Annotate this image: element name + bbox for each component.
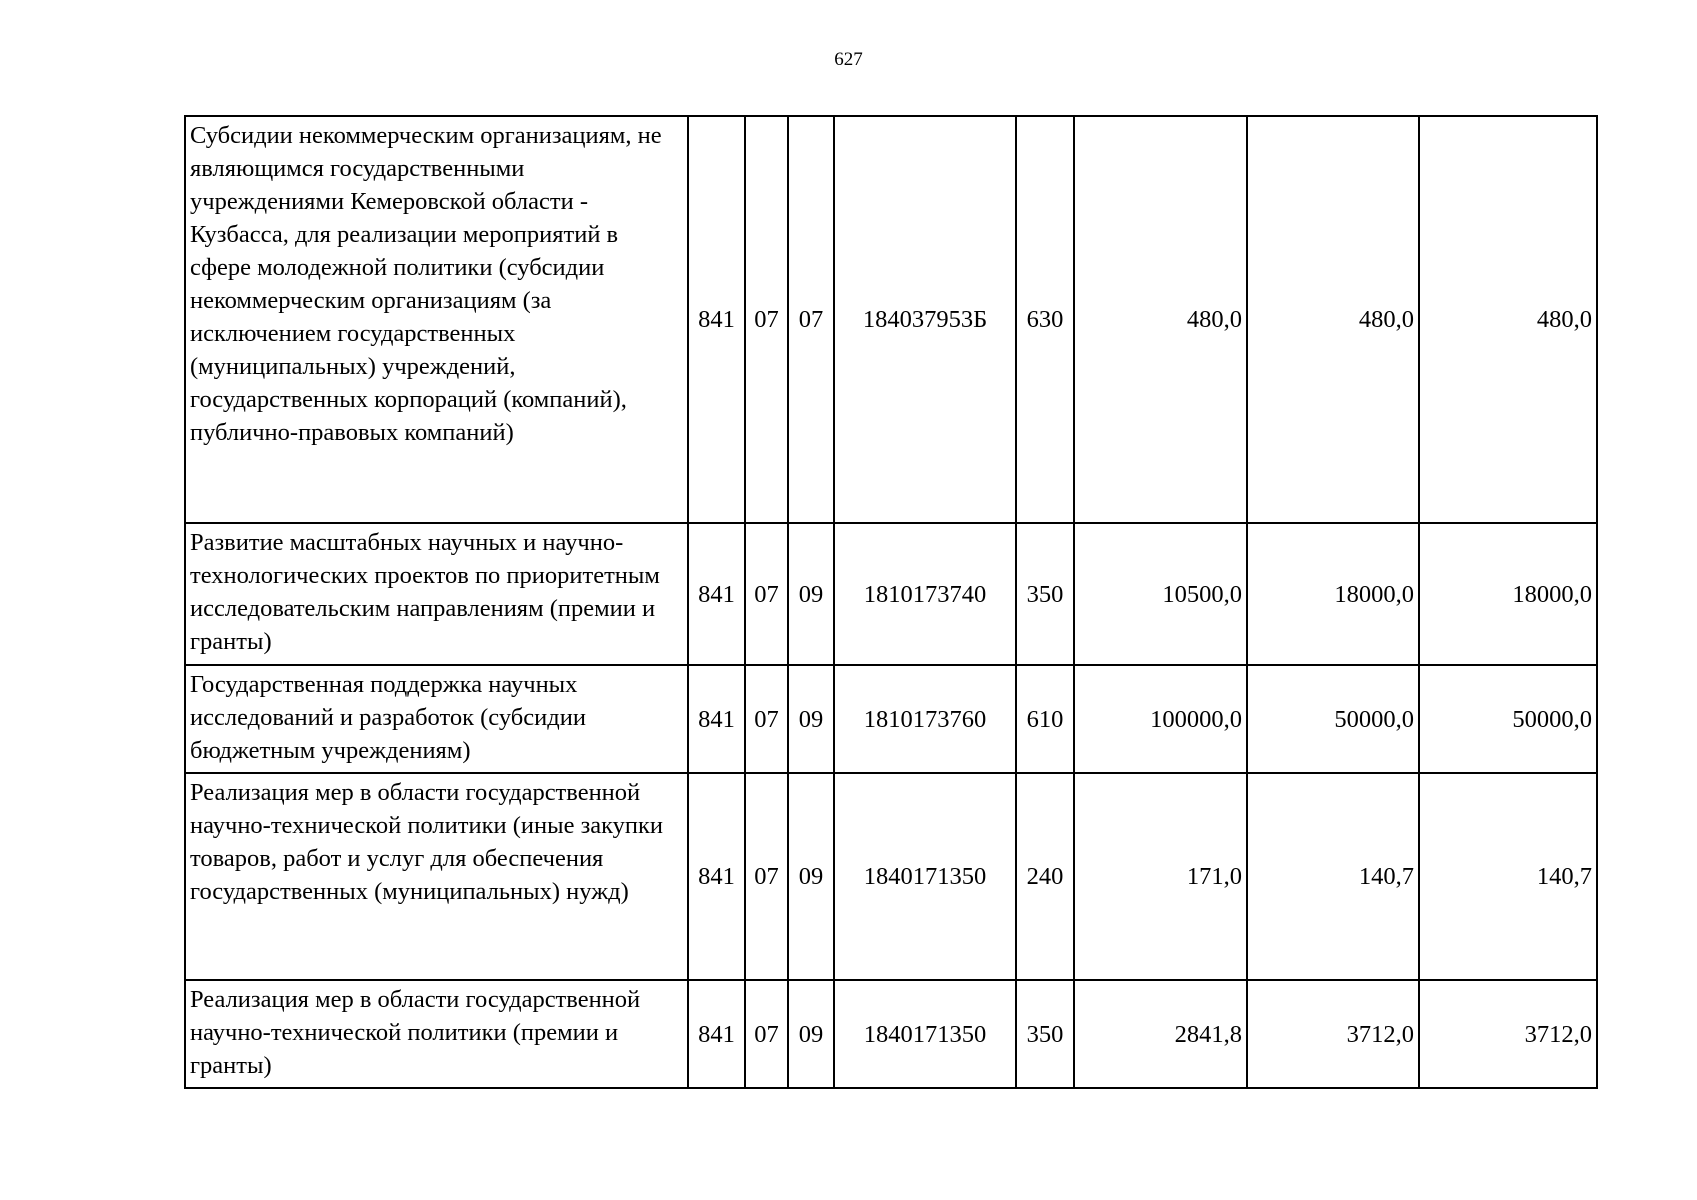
sum-3-cell: 140,7: [1419, 773, 1597, 980]
expense-type-cell: 350: [1016, 980, 1074, 1088]
sum-1-cell: 100000,0: [1074, 665, 1247, 773]
table-row: [185, 665, 1597, 773]
table-row: [185, 980, 1597, 1088]
page-number: 627: [834, 49, 863, 70]
ministry-code-cell: 841: [688, 773, 745, 980]
sum-2-cell: 480,0: [1247, 116, 1419, 523]
sum-2-cell: 3712,0: [1247, 980, 1419, 1088]
target-article-cell: 184037953Б: [834, 116, 1016, 523]
sum-3-cell: 50000,0: [1419, 665, 1597, 773]
row-name-cell: Развитие масштабных научных и научно-технологических проектов по приоритетным исследовательским направлениям (премии и гранты): [185, 523, 688, 665]
sum-3-cell: 3712,0: [1419, 980, 1597, 1088]
target-article-cell: 1810173760: [834, 665, 1016, 773]
target-article-cell: 1840171350: [834, 980, 1016, 1088]
table-row: [185, 116, 1597, 523]
table-row: [185, 773, 1597, 980]
subsection-code-cell: 09: [788, 523, 834, 665]
row-name-cell: Реализация мер в области государственной научно-технической политики (премии и гранты): [185, 980, 688, 1088]
sum-1-cell: 2841,8: [1074, 980, 1247, 1088]
sum-1-cell: 171,0: [1074, 773, 1247, 980]
expense-type-cell: 240: [1016, 773, 1074, 980]
section-code-cell: 07: [745, 523, 788, 665]
ministry-code-cell: 841: [688, 980, 745, 1088]
sum-3-cell: 18000,0: [1419, 523, 1597, 665]
subsection-code-cell: 07: [788, 116, 834, 523]
target-article-cell: 1840171350: [834, 773, 1016, 980]
ministry-code-cell: 841: [688, 116, 745, 523]
expense-type-cell: 630: [1016, 116, 1074, 523]
sum-2-cell: 18000,0: [1247, 523, 1419, 665]
sum-2-cell: 140,7: [1247, 773, 1419, 980]
subsection-code-cell: 09: [788, 665, 834, 773]
row-name-cell: Реализация мер в области государственной научно-технической политики (иные закупки товаров, работ и услуг для обеспечения государственных (муниципальных) нужд): [185, 773, 688, 980]
row-name-cell: Субсидии некоммерческим организациям, не являющимся государственными учреждениями Кемеровской области - Кузбасса, для реализации мероприятий в сфере молодежной политики (субсидии некоммерческим организациям (за исключением государственных (муниципальных) учреждений, государственных корпораций (компаний), публично-правовых компаний): [185, 116, 688, 523]
target-article-cell: 1810173740: [834, 523, 1016, 665]
table-row: [185, 523, 1597, 665]
expense-type-cell: 610: [1016, 665, 1074, 773]
ministry-code-cell: 841: [688, 665, 745, 773]
row-name-cell: Государственная поддержка научных исследований и разработок (субсидии бюджетным учреждениям): [185, 665, 688, 773]
sum-3-cell: 480,0: [1419, 116, 1597, 523]
sum-1-cell: 10500,0: [1074, 523, 1247, 665]
subsection-code-cell: 09: [788, 980, 834, 1088]
section-code-cell: 07: [745, 980, 788, 1088]
section-code-cell: 07: [745, 116, 788, 523]
budget-table: [184, 115, 1598, 1089]
sum-2-cell: 50000,0: [1247, 665, 1419, 773]
section-code-cell: 07: [745, 773, 788, 980]
ministry-code-cell: 841: [688, 523, 745, 665]
subsection-code-cell: 09: [788, 773, 834, 980]
section-code-cell: 07: [745, 665, 788, 773]
expense-type-cell: 350: [1016, 523, 1074, 665]
sum-1-cell: 480,0: [1074, 116, 1247, 523]
